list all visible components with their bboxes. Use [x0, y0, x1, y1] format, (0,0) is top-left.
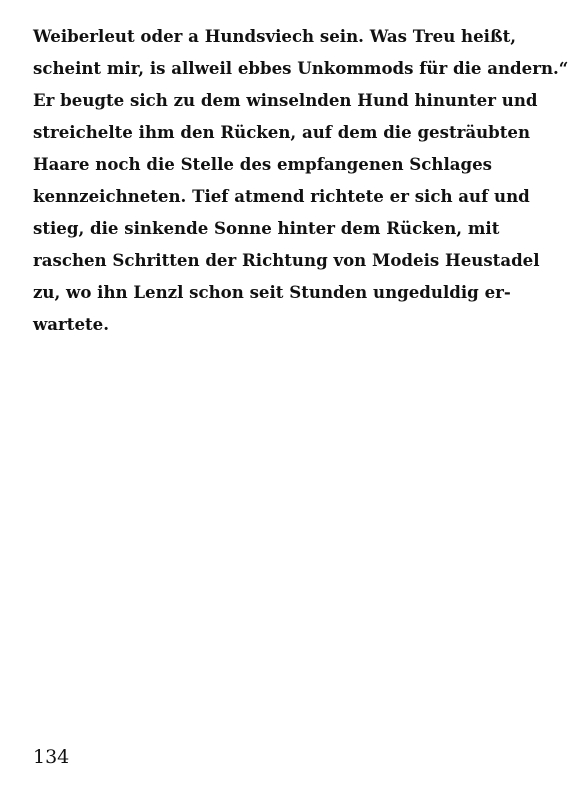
text-line: streichelte ihm den Rücken, auf dem die gesträubten: [33, 122, 531, 142]
page-number: 134: [33, 746, 70, 768]
text-line: Haare noch die Stelle des empfangenen Schlages: [33, 154, 493, 174]
text-line: raschen Schritten der Richtung von Modeis Heustadel: [33, 250, 540, 270]
text-line: Weiberleut oder a Hundsviech sein. Was Treu heißt,: [33, 26, 517, 46]
text-line: wartete.: [33, 314, 110, 334]
text-line: stieg, die sinkende Sonne hinter dem Rücken, mit: [33, 218, 500, 238]
text-line: scheint mir, is allweil ebbes Unkommods für die andern.“: [33, 58, 568, 78]
text-line: zu, wo ihn Lenzl schon seit Stunden ungeduldig er-: [33, 282, 511, 302]
text-line: kennzeichneten. Tief atmend richtete er sich auf und: [33, 186, 530, 206]
text-line: Er beugte sich zu dem winselnden Hund hinunter und: [33, 90, 538, 110]
body-text: [33, 20, 568, 340]
